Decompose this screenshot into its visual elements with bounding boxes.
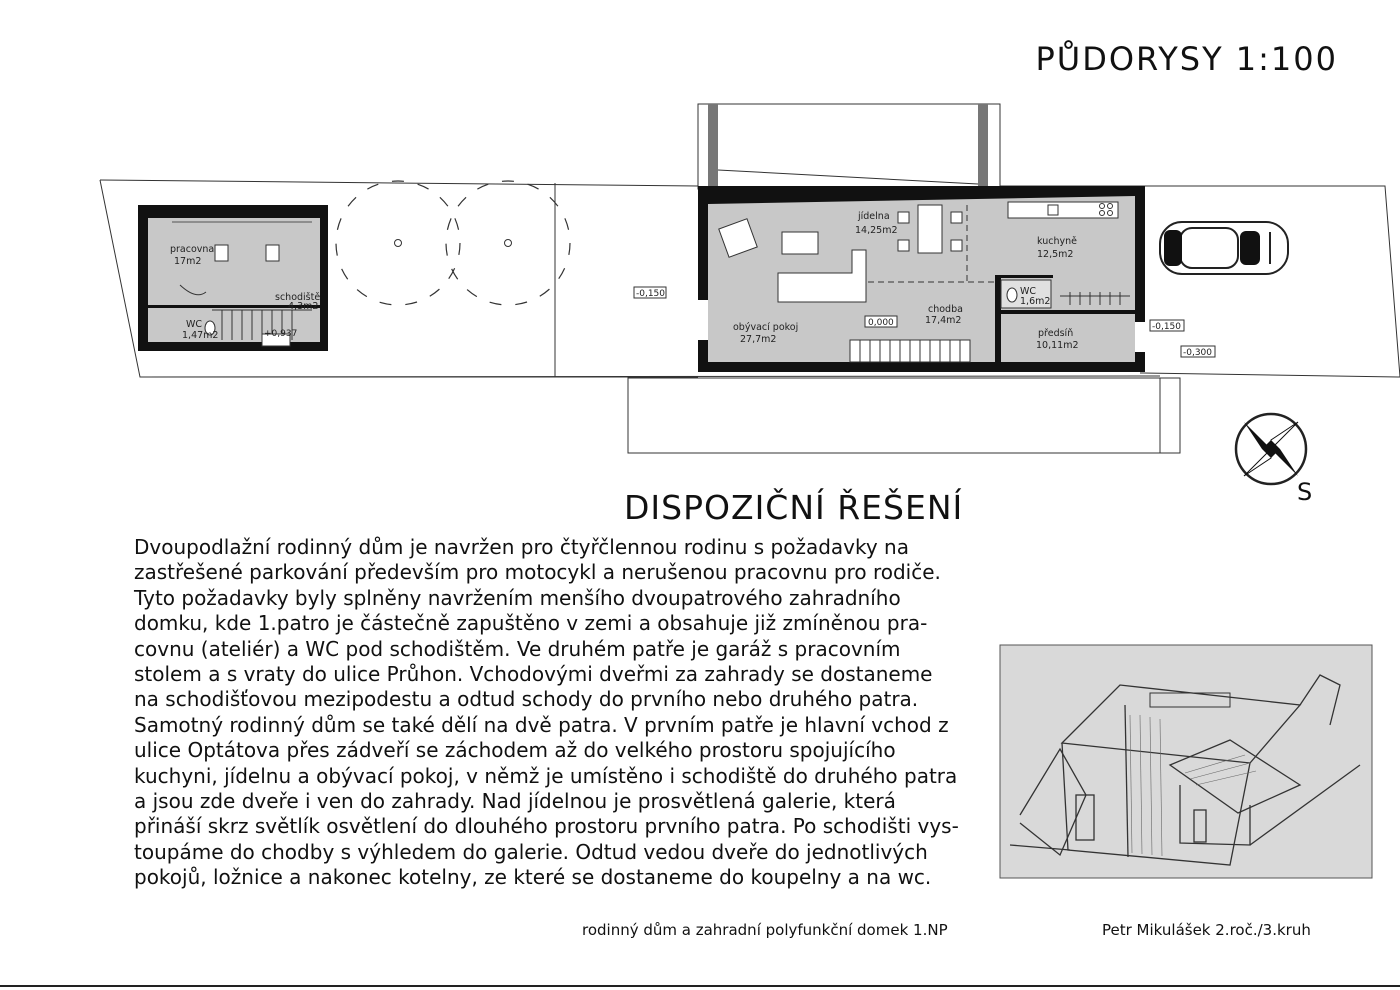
room-label: chodba — [928, 304, 963, 315]
room-label: předsíň — [1038, 328, 1074, 339]
page-title: PŮDORYSY 1:100 — [1035, 40, 1338, 78]
description-line: toupáme do chodby s výhledem do galerie. Odtud vedou dveře do jednotlivých — [134, 839, 928, 864]
footer-author: Petr Mikulášek 2.roč./3.kruh — [1102, 921, 1311, 939]
description-line: domku, kde 1.patro je částečně zapuštěno v zemi a obsahuje již zmíněnou pra- — [134, 611, 928, 636]
description-line: Samotný rodinný dům se také dělí na dvě patra. V prvním patře je hlavní vchod z — [134, 712, 949, 737]
room-label: pracovna — [170, 244, 215, 255]
terrace — [628, 378, 1180, 453]
level-mark: +0,937 — [264, 329, 298, 339]
level-mark: -0,300 — [1183, 348, 1213, 358]
perspective-sketch — [1000, 645, 1372, 878]
description-line: zastřešené parkování především pro motocykl a nerušenou pracovnu pro rodiče. — [134, 560, 941, 585]
description-line: Tyto požadavky byly splněny navržením menšího dvoupatrového zahradního — [134, 585, 901, 610]
main-house — [698, 186, 1145, 372]
level-mark: -0,150 — [1152, 322, 1182, 332]
room-area: 12,5m2 — [1037, 249, 1074, 260]
room-label: kuchyně — [1037, 236, 1077, 247]
compass-icon — [1236, 414, 1306, 484]
description-line: stolem a s vraty do ulice Průhon. Vchodovými dveřmi za zahrady se dostaneme — [134, 662, 933, 687]
garden-house — [138, 205, 328, 351]
description-line: covnu (ateliér) a WC pod schodištěm. Ve druhém patře je garáž s pracovním — [134, 636, 901, 661]
room-label: WC — [186, 319, 203, 330]
room-area: 27,7m2 — [740, 334, 777, 345]
footer-project: rodinný dům a zahradní polyfunkční domek 1.NP — [582, 921, 948, 939]
description — [134, 535, 994, 891]
description-line: ulice Optátova přes zádveří se záchodem až do velkého prostoru spojujícího — [134, 738, 896, 763]
room-label: obývací pokoj — [733, 322, 799, 333]
room-label: WC — [1020, 286, 1037, 297]
room-area: 17,4m2 — [925, 315, 962, 326]
tree-icon — [336, 181, 570, 305]
description-line: přináší skrz světlík osvětlení do dlouhého prostoru prvního patra. Po schodišti vys- — [134, 814, 959, 839]
level-mark: 0,000 — [868, 318, 894, 328]
description-line: a jsou zde dveře i ven do zahrady. Nad jídelnou je prosvětlená galerie, která — [134, 789, 896, 814]
description-line: pokojů, ložnice a nakonec kotelny, ze které se dostaneme do koupelny a na wc. — [134, 865, 932, 890]
room-area: 17m2 — [174, 256, 202, 267]
courtyard — [698, 104, 1000, 194]
car-icon — [1160, 222, 1288, 274]
bottom-rule — [0, 985, 1400, 987]
level-mark: -0,150 — [636, 289, 666, 299]
description-line: kuchyni, jídelnu a obývací pokoj, v němž je umístěno i schodiště do druhého patra — [134, 763, 958, 788]
room-area: 1,6m2 — [1020, 296, 1051, 307]
room-area: 4,3m2 — [288, 301, 319, 312]
description-line: Dvoupodlažní rodinný dům je navržen pro čtyřčlennou rodinu s požadavky na — [134, 535, 909, 559]
description-line: na schodišťovou mezipodestu a odtud schody do prvního nebo druhého patra. — [134, 687, 919, 712]
room-area: 10,11m2 — [1036, 340, 1079, 351]
room-area: 14,25m2 — [855, 225, 898, 236]
room-label: jídelna — [858, 211, 890, 222]
room-label: schodiště — [275, 292, 321, 303]
section-heading: DISPOZIČNÍ ŘEŠENÍ — [624, 488, 964, 527]
compass-label: S — [1297, 478, 1313, 506]
room-area: 1,47m2 — [182, 330, 219, 341]
